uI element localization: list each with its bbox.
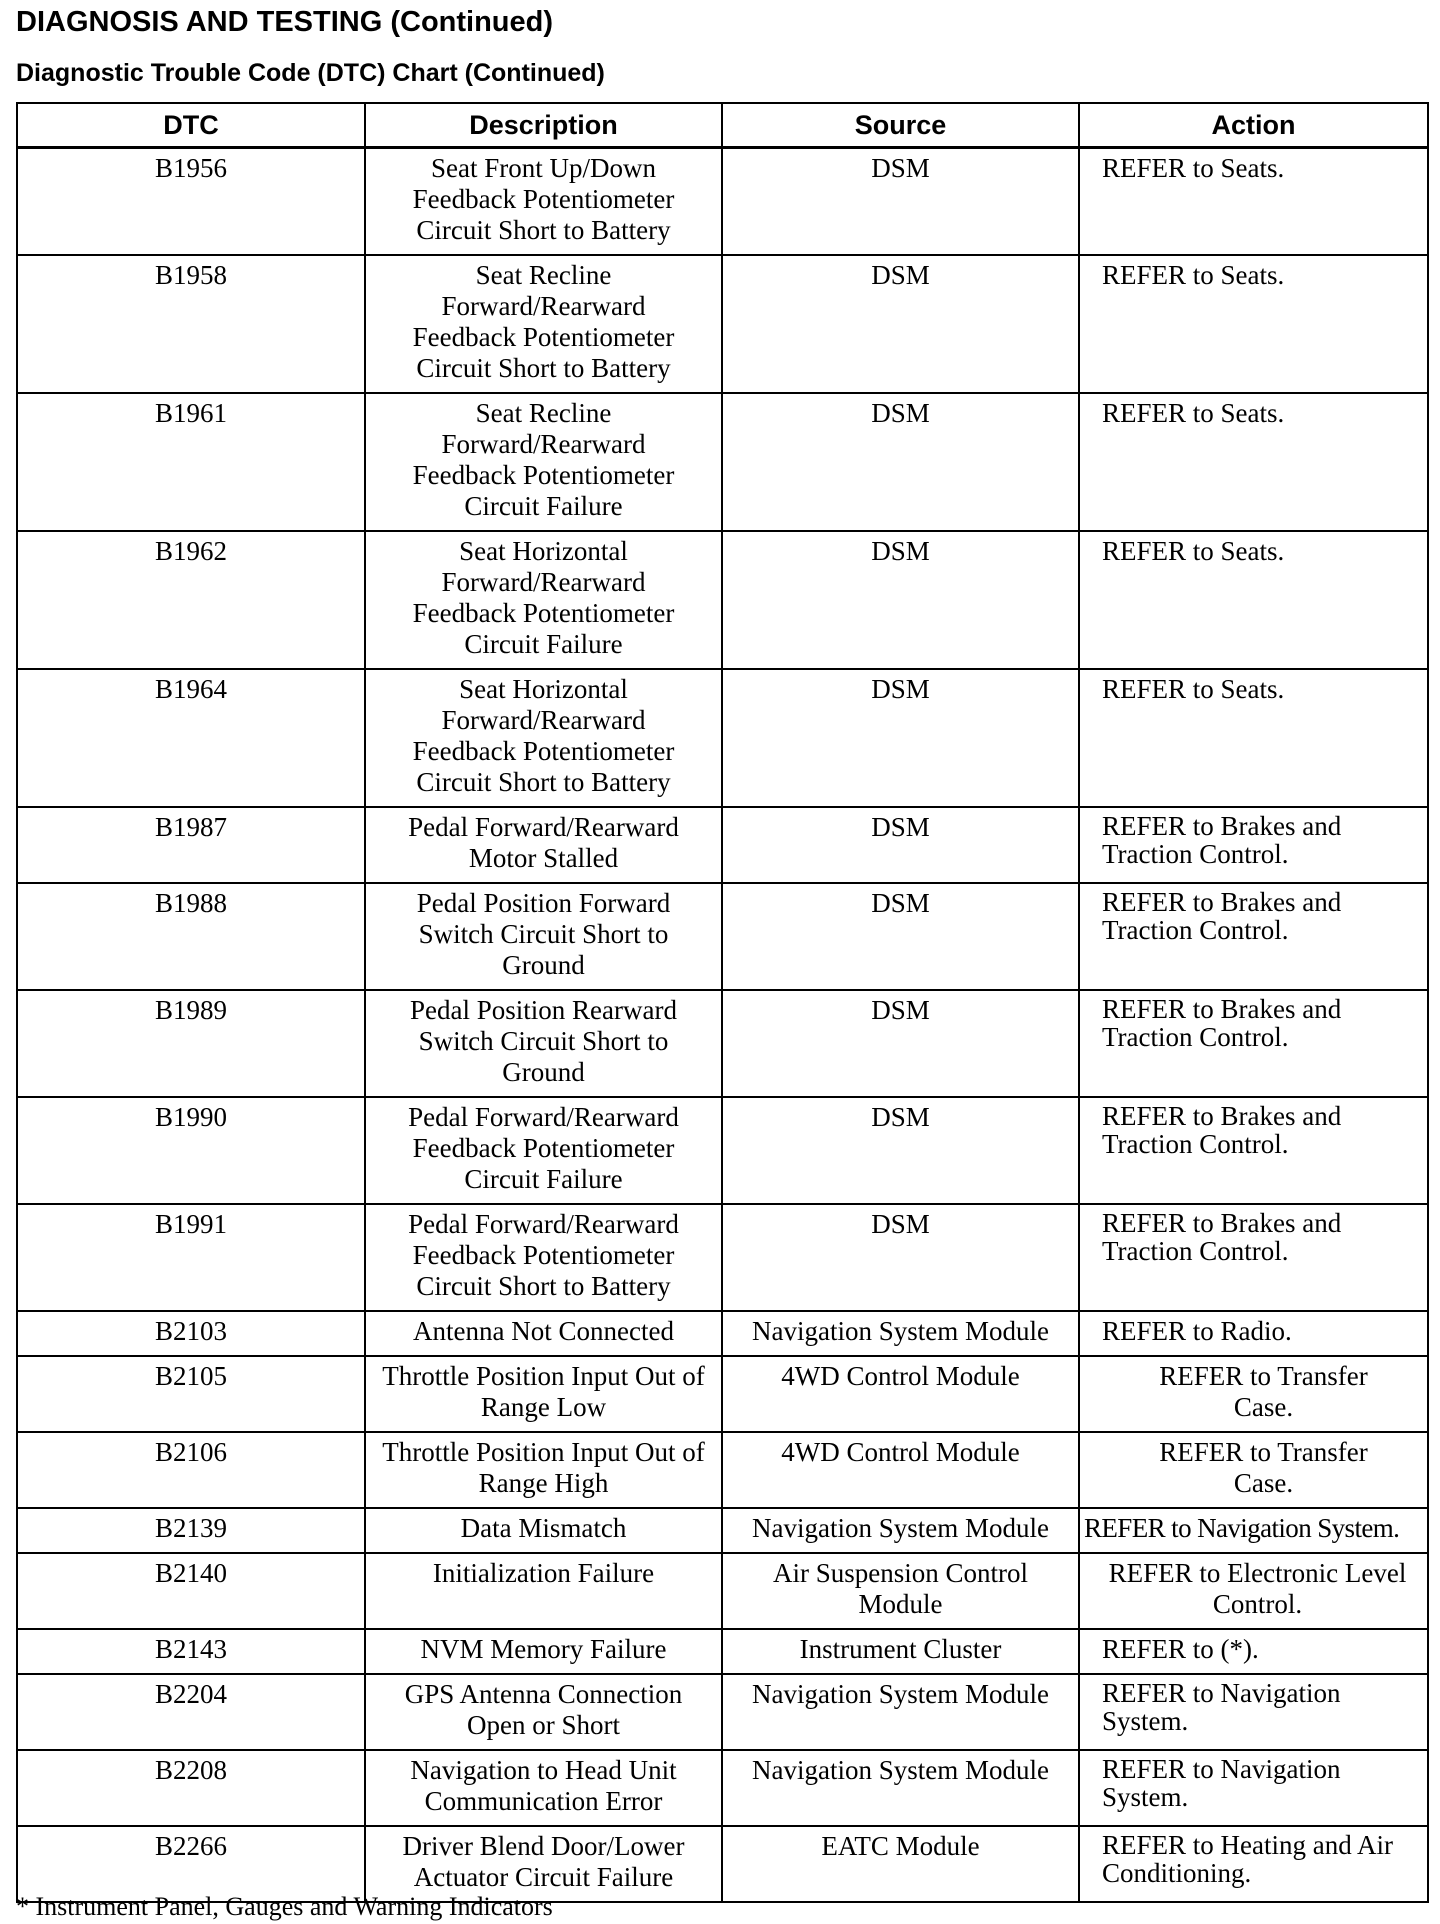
table-row — [17, 1553, 1428, 1629]
source-cell: Navigation System Module — [722, 1311, 1079, 1356]
table-row — [17, 807, 1428, 883]
action-cell: REFER to Brakes and Traction Control. — [1079, 990, 1428, 1097]
table-row — [17, 1826, 1428, 1902]
source-cell: 4WD Control Module — [722, 1356, 1079, 1432]
dtc-cell: B1987 — [17, 807, 365, 883]
source-cell: DSM — [722, 148, 1079, 255]
column-header-source: Source — [722, 103, 1079, 148]
action-cell: REFER to Navigation System. — [1079, 1508, 1428, 1553]
dtc-cell: B1964 — [17, 669, 365, 807]
dtc-cell: B2143 — [17, 1629, 365, 1674]
table-row — [17, 1629, 1428, 1674]
table-row — [17, 393, 1428, 531]
dtc-cell: B2106 — [17, 1432, 365, 1508]
description-cell: Antenna Not Connected — [365, 1311, 722, 1356]
dtc-cell: B2105 — [17, 1356, 365, 1432]
description-cell: Seat Recline Forward/Rearward Feedback Potentiometer Circuit Failure — [365, 393, 722, 531]
dtc-cell: B1956 — [17, 148, 365, 255]
source-cell: DSM — [722, 990, 1079, 1097]
description-cell: Initialization Failure — [365, 1553, 722, 1629]
source-cell: Navigation System Module — [722, 1674, 1079, 1750]
table-row — [17, 990, 1428, 1097]
table-row — [17, 255, 1428, 393]
action-cell: REFER to Brakes and Traction Control. — [1079, 883, 1428, 990]
dtc-table — [16, 102, 1429, 1903]
table-row — [17, 1311, 1428, 1356]
source-cell: EATC Module — [722, 1826, 1079, 1902]
source-cell: Navigation System Module — [722, 1750, 1079, 1826]
source-cell: Air Suspension Control Module — [722, 1553, 1079, 1629]
source-cell: DSM — [722, 669, 1079, 807]
description-cell: Seat Horizontal Forward/Rearward Feedback Potentiometer Circuit Short to Battery — [365, 669, 722, 807]
table-row — [17, 1356, 1428, 1432]
column-header-action: Action — [1079, 103, 1428, 148]
description-cell: GPS Antenna Connection Open or Short — [365, 1674, 722, 1750]
source-cell: DSM — [722, 883, 1079, 990]
table-row — [17, 669, 1428, 807]
dtc-cell: B1958 — [17, 255, 365, 393]
action-cell: REFER to Seats. — [1079, 669, 1428, 807]
table-row — [17, 1097, 1428, 1204]
dtc-cell: B2139 — [17, 1508, 365, 1553]
description-cell: NVM Memory Failure — [365, 1629, 722, 1674]
description-cell: Pedal Position Forward Switch Circuit Short to Ground — [365, 883, 722, 990]
table-row — [17, 531, 1428, 669]
source-cell: Instrument Cluster — [722, 1629, 1079, 1674]
dtc-cell: B1988 — [17, 883, 365, 990]
document-page — [16, 0, 1432, 1892]
column-header-description: Description — [365, 103, 722, 148]
column-header-dtc: DTC — [17, 103, 365, 148]
table-row — [17, 1204, 1428, 1311]
description-cell: Pedal Position Rearward Switch Circuit Short to Ground — [365, 990, 722, 1097]
source-cell: Navigation System Module — [722, 1508, 1079, 1553]
action-cell: REFER to Seats. — [1079, 393, 1428, 531]
action-cell: REFER to Heating and Air Conditioning. — [1079, 1826, 1428, 1902]
action-cell: REFER to Electronic Level Control. — [1079, 1553, 1428, 1629]
description-cell: Seat Horizontal Forward/Rearward Feedback Potentiometer Circuit Failure — [365, 531, 722, 669]
action-cell: REFER to Brakes and Traction Control. — [1079, 1097, 1428, 1204]
dtc-cell: B1990 — [17, 1097, 365, 1204]
action-cell: REFER to Seats. — [1079, 148, 1428, 255]
table-header-row — [17, 103, 1428, 148]
action-cell: REFER to Navigation System. — [1079, 1674, 1428, 1750]
table-row — [17, 1508, 1428, 1553]
table-row — [17, 148, 1428, 255]
action-cell: REFER to Seats. — [1079, 255, 1428, 393]
dtc-cell: B1962 — [17, 531, 365, 669]
description-cell: Pedal Forward/Rearward Feedback Potentiometer Circuit Short to Battery — [365, 1204, 722, 1311]
source-cell: DSM — [722, 1204, 1079, 1311]
description-cell: Seat Recline Forward/Rearward Feedback Potentiometer Circuit Short to Battery — [365, 255, 722, 393]
dtc-cell: B1961 — [17, 393, 365, 531]
source-cell: DSM — [722, 393, 1079, 531]
dtc-cell: B1991 — [17, 1204, 365, 1311]
source-cell: 4WD Control Module — [722, 1432, 1079, 1508]
action-cell: REFER to (*). — [1079, 1629, 1428, 1674]
chart-subtitle: Diagnostic Trouble Code (DTC) Chart (Continued) — [16, 59, 605, 87]
description-cell: Data Mismatch — [365, 1508, 722, 1553]
action-cell: REFER to Seats. — [1079, 531, 1428, 669]
description-cell: Driver Blend Door/Lower Actuator Circuit Failure — [365, 1826, 722, 1902]
page-title: DIAGNOSIS AND TESTING (Continued) — [16, 6, 554, 38]
dtc-cell: B2103 — [17, 1311, 365, 1356]
description-cell: Throttle Position Input Out of Range High — [365, 1432, 722, 1508]
dtc-cell: B2208 — [17, 1750, 365, 1826]
action-cell: REFER to Transfer Case. — [1079, 1432, 1428, 1508]
source-cell: DSM — [722, 255, 1079, 393]
source-cell: DSM — [722, 1097, 1079, 1204]
table-row — [17, 883, 1428, 990]
action-cell: REFER to Brakes and Traction Control. — [1079, 1204, 1428, 1311]
description-cell: Seat Front Up/Down Feedback Potentiometer Circuit Short to Battery — [365, 148, 722, 255]
table-row — [17, 1750, 1428, 1826]
description-cell: Pedal Forward/Rearward Feedback Potentiometer Circuit Failure — [365, 1097, 722, 1204]
dtc-cell: B2204 — [17, 1674, 365, 1750]
dtc-cell: B2266 — [17, 1826, 365, 1902]
action-cell: REFER to Navigation System. — [1079, 1750, 1428, 1826]
dtc-cell: B2140 — [17, 1553, 365, 1629]
source-cell: DSM — [722, 807, 1079, 883]
description-cell: Pedal Forward/Rearward Motor Stalled — [365, 807, 722, 883]
footnote: * Instrument Panel, Gauges and Warning Indicators — [16, 1892, 553, 1921]
action-cell: REFER to Transfer Case. — [1079, 1356, 1428, 1432]
action-cell: REFER to Radio. — [1079, 1311, 1428, 1356]
description-cell: Throttle Position Input Out of Range Low — [365, 1356, 722, 1432]
dtc-cell: B1989 — [17, 990, 365, 1097]
table-row — [17, 1432, 1428, 1508]
action-cell: REFER to Brakes and Traction Control. — [1079, 807, 1428, 883]
source-cell: DSM — [722, 531, 1079, 669]
table-row — [17, 1674, 1428, 1750]
description-cell: Navigation to Head Unit Communication Error — [365, 1750, 722, 1826]
